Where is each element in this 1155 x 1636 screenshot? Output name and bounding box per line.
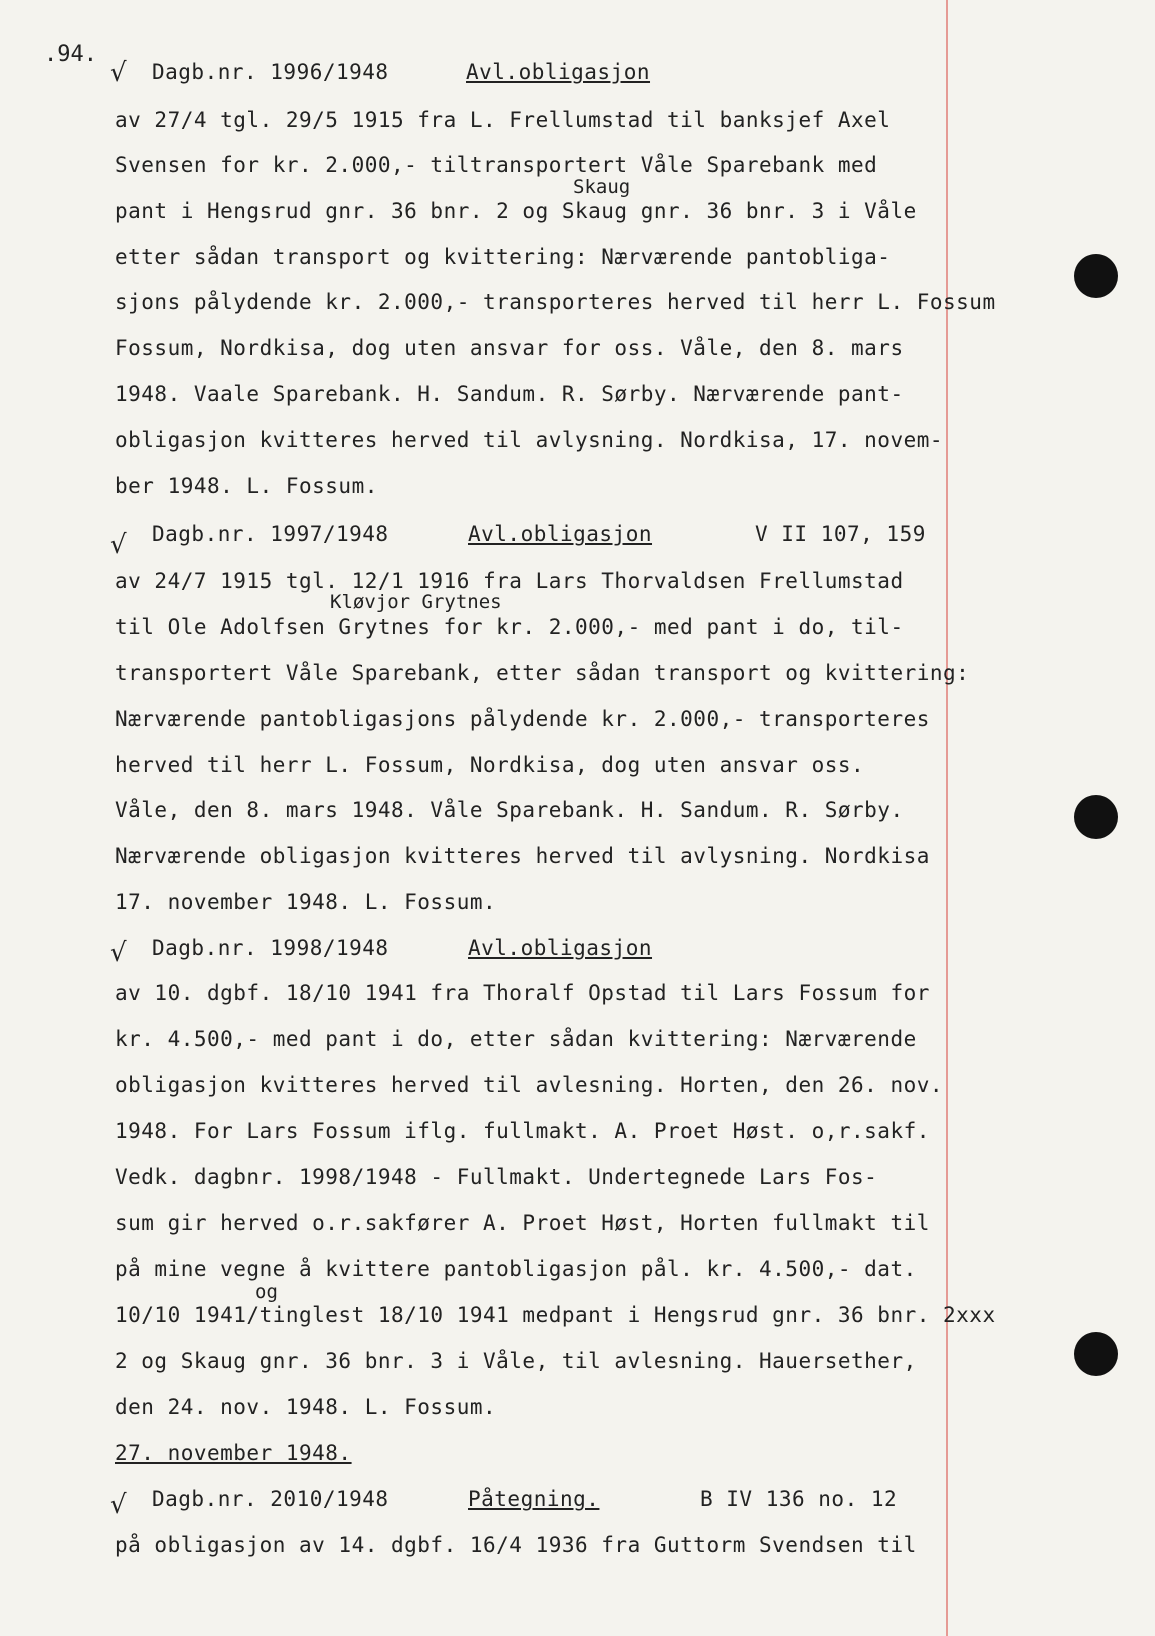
text-line: av 24/7 1915 tgl. 12/1 1916 fra Lars Thorvaldsen Frellumstad <box>115 569 904 593</box>
check-mark: √ <box>110 1490 127 1520</box>
text-line: etter sådan transport og kvittering: Nærværende pantobliga- <box>115 245 891 269</box>
text-line: 1948. For Lars Fossum iflg. fullmakt. A. Proet Høst. o,r.sakf. <box>115 1119 930 1143</box>
text-line: den 24. nov. 1948. L. Fossum. <box>115 1395 497 1419</box>
entry-number: Dagb.nr. 1997/1948 <box>152 522 389 546</box>
insert-above: Kløvjor Grytnes <box>330 591 502 613</box>
margin-line <box>946 0 948 1636</box>
text-line: obligasjon kvitteres herved til avlesning. Horten, den 26. nov. <box>115 1073 944 1097</box>
punch-hole <box>1074 254 1118 298</box>
text-line: Fossum, Nordkisa, dog uten ansvar for oss. Våle, den 8. mars <box>115 336 904 360</box>
check-mark: √ <box>110 938 127 968</box>
text-line: Nærværende obligasjon kvitteres herved til avlysning. Nordkisa <box>115 844 930 868</box>
insert-above: og <box>255 1281 278 1303</box>
text-line: på obligasjon av 14. dgbf. 16/4 1936 fra Guttorm Svendsen til <box>115 1533 917 1557</box>
text-line: kr. 4.500,- med pant i do, etter sådan kvittering: Nærværende <box>115 1027 917 1051</box>
insert-above: Skaug <box>573 176 631 198</box>
entry-type: Avl.obligasjon <box>468 936 653 960</box>
text-line: til Ole Adolfsen Grytnes for kr. 2.000,- med pant i do, til- <box>115 615 904 639</box>
text-line: herved til herr L. Fossum, Nordkisa, dog uten ansvar oss. <box>115 753 865 777</box>
text-line: av 10. dgbf. 18/10 1941 fra Thoralf Opstad til Lars Fossum for <box>115 981 930 1005</box>
text-line: på mine vegne å kvittere pantobligasjon pål. kr. 4.500,- dat. <box>115 1257 917 1281</box>
text-line: Våle, den 8. mars 1948. Våle Sparebank. H. Sandum. R. Sørby. <box>115 798 904 822</box>
entry-number: Dagb.nr. 1996/1948 <box>152 60 389 84</box>
text-line: Vedk. dagbnr. 1998/1948 - Fullmakt. Undertegnede Lars Fos- <box>115 1165 878 1189</box>
text-line: Nærværende pantobligasjons pålydende kr. 2.000,- transporteres <box>115 707 930 731</box>
entry-type: Avl.obligasjon <box>466 60 651 84</box>
text-line: 10/10 1941/tinglest 18/10 1941 medpant i Hengsrud gnr. 36 bnr. 2xxx <box>115 1303 996 1327</box>
entry-type: Påtegning. <box>468 1487 600 1511</box>
entry-number: Dagb.nr. 1998/1948 <box>152 936 389 960</box>
entry-type: Avl.obligasjon <box>468 522 653 546</box>
text-line: pant i Hengsrud gnr. 36 bnr. 2 og Skaug gnr. 36 bnr. 3 i Våle <box>115 199 917 223</box>
check-mark: √ <box>110 58 127 88</box>
entry-number: Dagb.nr. 2010/1948 <box>152 1487 389 1511</box>
date-heading: 27. november 1948. <box>115 1441 352 1465</box>
punch-hole <box>1074 1332 1118 1376</box>
entry-reference: B IV 136 no. 12 <box>700 1487 898 1511</box>
text-line: 1948. Vaale Sparebank. H. Sandum. R. Sørby. Nærværende pant- <box>115 382 904 406</box>
page-number: .94. <box>44 42 97 67</box>
text-line: ber 1948. L. Fossum. <box>115 474 378 498</box>
text-line: 17. november 1948. L. Fossum. <box>115 890 497 914</box>
check-mark: √ <box>110 530 127 560</box>
text-line: Svensen for kr. 2.000,- tiltransportert Våle Sparebank med <box>115 153 878 177</box>
text-line: sum gir herved o.r.sakfører A. Proet Høst, Horten fullmakt til <box>115 1211 930 1235</box>
punch-hole <box>1074 795 1118 839</box>
text-line: 2 og Skaug gnr. 36 bnr. 3 i Våle, til avlesning. Hauersether, <box>115 1349 917 1373</box>
entry-reference: V II 107, 159 <box>755 522 926 546</box>
text-line: obligasjon kvitteres herved til avlysning. Nordkisa, 17. novem- <box>115 428 944 452</box>
text-line: transportert Våle Sparebank, etter sådan transport og kvittering: <box>115 661 970 685</box>
text-line: sjons pålydende kr. 2.000,- transporteres herved til herr L. Fossum <box>115 290 996 314</box>
text-line: av 27/4 tgl. 29/5 1915 fra L. Frellumstad til banksjef Axel <box>115 108 891 132</box>
